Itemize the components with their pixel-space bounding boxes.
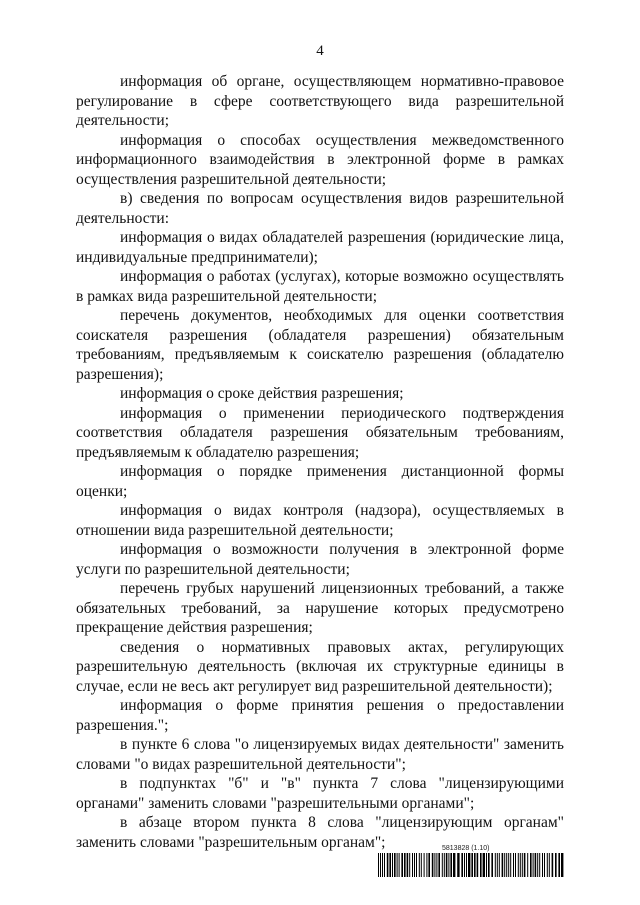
paragraph: в пункте 6 слова "о лицензируемых видах деятельности" заменить словами "о видах разрешительной деятельности"; <box>76 736 564 773</box>
paragraph: в абзаце втором пункта 8 слова "лицензирующим органам" заменить словами "разрешительным органам"; <box>76 814 564 851</box>
paragraph: информация о порядке применения дистанционной формы оценки; <box>76 463 564 500</box>
paragraph: информация о возможности получения в электронной форме услуги по разрешительной деятельности; <box>76 541 564 578</box>
paragraph: информация о сроке действия разрешения; <box>120 385 404 402</box>
page-number: 4 <box>316 43 324 59</box>
paragraph: информация о работах (услугах), которые возможно осуществлять в рамках вида разрешительной деятельности; <box>76 268 564 305</box>
paragraph: информация о применении периодического подтверждения соответствия обладателя разрешения обязательным требованиям, предъявляемым к обладателю разрешения; <box>76 404 564 461</box>
paragraph: информация о видах контроля (надзора), осуществляемых в отношении вида разрешительной деятельности; <box>76 502 564 539</box>
paragraph: перечень грубых нарушений лицензионных требований, а также обязательных требований, за нарушение которых предусмотрено прекращение действия разрешения; <box>76 580 564 636</box>
document-body <box>76 72 564 852</box>
paragraph: информация о способах осуществления межведомственного информационного взаимодействия в электронной форме в рамках осуществления разрешительной деятельности; <box>76 131 564 188</box>
paragraph: информация об органе, осуществляющем нормативно-правовое регулирование в сфере соответствующего вида разрешительной деятельности; <box>76 73 564 129</box>
document-code: 5813828 (1.10) <box>442 845 490 852</box>
barcode <box>378 853 566 877</box>
paragraph: информация о видах обладателей разрешения (юридические лица, индивидуальные предприниматели); <box>76 229 564 266</box>
paragraph: перечень документов, необходимых для оценки соответствия соискателя разрешения (обладателя разрешения) обязательным требованиям, предъявляемым к соискателю разрешения (обладателю разрешения); <box>76 307 564 383</box>
paragraph: в подпунктах "б" и "в" пункта 7 слова "лицензирующими органами" заменить словами "разрешительными органами"; <box>76 775 564 812</box>
paragraph: информация о форме принятия решения о предоставлении разрешения."; <box>76 697 564 734</box>
paragraph: в) сведения по вопросам осуществления видов разрешительной деятельности: <box>76 190 564 227</box>
paragraph: сведения о нормативных правовых актах, регулирующих разрешительную деятельность (включая их структурные единицы в случае, если не весь акт регулирует вид разрешительной деятельности); <box>76 638 564 695</box>
